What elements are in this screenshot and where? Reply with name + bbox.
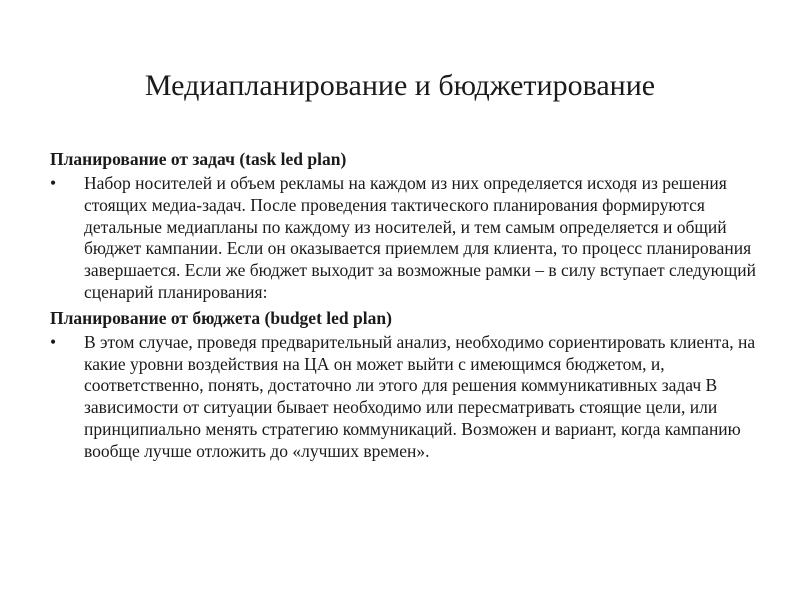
section-heading-budget-led: Планирование от бюджета (budget led plan) <box>50 307 392 328</box>
bullet-text-budget-led: В этом случае, проведя предварительный анализ, необходимо сориентировать клиента, на какие уровни воздействия на ЦА он может выйти с имеющимся бюджетом, и, соответственно, понять, достаточно ли этого для решения коммуникативных задач В зависимости от ситуации бывает необходимо или пересматривать стоящие цели, или принципиально менять стратегию коммуникаций. Возможен и вариант, когда кампанию вообще лучше отложить до «лучших времен». <box>84 331 756 461</box>
bullet-budget-led <box>50 332 760 463</box>
bullet-text-task-led: Набор носителей и объем рекламы на каждом из них определяется исходя из решения стоящих медиа-задач. После проведения тактического планирования формируются детальные медиапланы по каждому из носителей, и тем самым определяется и общий бюджет кампании. Если он оказывается приемлем для клиента, то процесс планирования завершается. Если же бюджет выходит за возможные рамки – в силу вступает следующий сценарий планирования: <box>84 173 756 302</box>
section-heading-task-led: Планирование от задач (task led plan) <box>50 149 347 169</box>
slide-title: Медиапланирование и бюджетирование <box>144 69 656 102</box>
slide-content <box>50 148 760 463</box>
bullet-task-led <box>50 173 760 304</box>
bullet-marker: • <box>50 331 57 352</box>
bullet-marker: • <box>50 173 57 193</box>
